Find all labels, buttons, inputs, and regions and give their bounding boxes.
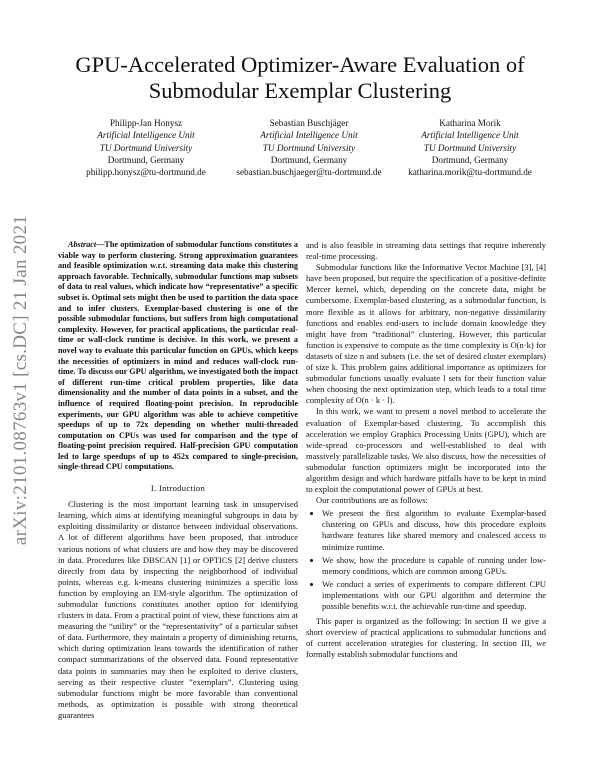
- paragraph-submodular: Submodular functions like the Informative Vector Machine [3], [4] have been proposed, but require the specification of a positive-definite Mercer kernel, which, depending on the concrete data, might be cumbersome. Exemplar-based clustering, as a submodular function, is more flexible as it allows for arbitrary, non-negative dissimilarity functions and enables end-users to include domain knowledge they might have from ”traditional” clustering. However, this particular function is expensive to compute as the time complexity is O(n·k) for datasets of size n and subsets (i.e. the set of desired cluster exemplars) of size k. This problem gains additional importance as optimizers for submodular functions usually evaluate l sets for their function value when choosing the next optimization step, which leads to a total time complexity of O(n · k · l).: [306, 262, 546, 406]
- title-line-1: GPU-Accelerated Optimizer-Aware Evaluation of: [75, 52, 525, 77]
- author-name: Katharina Morik: [439, 118, 501, 128]
- author-email: sebastian.buschjaeger@tu-dortmund.de: [236, 167, 382, 178]
- author-university: TU Dortmund University: [262, 142, 356, 153]
- author-location: Dortmund, Germany: [107, 154, 185, 165]
- abstract-label: Abstract: [68, 240, 97, 249]
- contributions-intro: Our contributions are as follows:: [316, 495, 428, 506]
- author-university: TU Dortmund University: [99, 142, 193, 153]
- abstract: [58, 240, 298, 473]
- contribution-item: • We present the first algorithm to evaluate Exemplar-based clustering on GPUs and discuss, how this procedure exploits hardware features like shared memory and coalesced access to minimize runtime.: [322, 508, 546, 552]
- paragraph-organization: This paper is organized as the following: In section II we give a short overview of practical applications to submodular functions and of current acceleration strategies for clustering. In section III, we formally establish submodular functions and: [306, 616, 546, 660]
- author-email: philipp.honysz@tu-dortmund.de: [86, 167, 206, 178]
- author-university: TU Dortmund University: [423, 142, 517, 153]
- contribution-item: • We conduct a series of experiments to compare different CPU implementations with our GPU algorithm and determine the possible benefits w.r.t. the achievable run-time and speedup.: [322, 579, 546, 612]
- author-block-3: [380, 117, 560, 178]
- author-location: Dortmund, Germany: [270, 154, 348, 165]
- author-name: Sebastian Buschjäger: [269, 118, 349, 128]
- paragraph-continuation: and is also feasible in streaming data settings that require inherently real-time processing.: [306, 240, 546, 262]
- author-affiliation: Artificial Intelligence Unit: [97, 130, 195, 141]
- author-affiliation: Artificial Intelligence Unit: [260, 130, 358, 141]
- left-column: [58, 240, 298, 721]
- contributions-list: [306, 508, 546, 612]
- author-affiliation: Artificial Intelligence Unit: [421, 130, 519, 141]
- arxiv-identifier: arXiv:2101.08763v1 [cs.DC] 21 Jan 2021: [10, 214, 31, 546]
- paragraph-this-work: In this work, we want to present a novel method to accelerate the evaluation of Exemplar-based clustering. To accomplish this acceleration we employ Graphics Processing Units (GPU), which are wide-spread co-processors and well-established to deal with massively parallelizable tasks. We also discuss, how the necessities of submodular function optimizers might be incorporated into the algorithm design and which hardware pitfalls have to be kept in mind to exploit the computational power of GPUs at best.: [306, 406, 546, 495]
- contribution-item: • We show, how the procedure is capable of running under low-memory conditions, which are common among GPUs.: [322, 555, 546, 577]
- author-block-2: [219, 117, 399, 178]
- arxiv-stamp: [3, 200, 39, 560]
- intro-paragraph: Clustering is the most important learning task in unsupervised learning, which aims at identifying meaningful subgroups in data by exploiting dissimilarity or distance between individual observations. A lot of different algorithms have been proposed, that introduce various notions of what clusters are and how they may be discovered in data. Procedures like DBSCAN [1] or OPTICS [2] derive clusters directly from data by inspecting the neighborhood of individual points, whereas e.g. k-means clustering minimizes a specific loss function by employing an EM-style algorithm. The optimization of submodular functions constitutes another option for identifying clusters in data. From a practical point of view, these functions aim at measuring the “utility” or the “representativity” of a particular subset of data. Furthermore, they maintain a property of diminishing returns, which during optimization leans towards the identification of rather compact summarizations of the observed data. Found representative data points in summaries may then be exploited to derive clusters, serving as their respective cluster ”exemplars”. Clustering using submodular functions might be more favorable than conventional methods, as optimization is possible with strong theoretical guarantees: [58, 499, 298, 720]
- author-email: katharina.morik@tu-dortmund.de: [408, 167, 532, 178]
- abstract-text: —The optimization of submodular functions constitutes a viable way to perform clustering. Strong approximation guarantees and feasible optimization w.r.t. streaming data make this clustering approach favorable. Technically, submodular functions map subsets of data to real values, which indicate how “representative” a specific subset is. Optimal sets might then be used to partition the data space and to infer clusters. Exemplar-based clustering is one of the possible submodular functions, but suffers from high computational complexity. However, for practical applications, the particular real-time or wall-clock runtime is decisive. In this work, we present a novel way to evaluate this particular function on GPUs, which keeps the necessities of optimizers in mind and reduces wall-clock run-time. To discuss our GPU algorithm, we investigated both the impact of different run-time critical problem properties, like data dimensionality and the number of data points in a subset, and the influence of required floating-point precision. In reproducible experiments, our GPU algorithm was able to achieve competitive speedups of up to 72x depending on whether multi-threaded computation on CPUs was used for comparison and the type of floating-point precision required. Half-precision GPU computation led to large speedups of up to 452x compared to single-precision, single-thread CPU computations.: [58, 240, 298, 472]
- paper-title: [40, 52, 560, 104]
- author-location: Dortmund, Germany: [431, 154, 509, 165]
- author-name: Philipp-Jan Honysz: [109, 118, 183, 128]
- author-block-1: [56, 117, 236, 178]
- section-heading-introduction: I. Introduction: [150, 483, 206, 494]
- right-column: [306, 240, 546, 660]
- title-line-2: Submodular Exemplar Clustering: [148, 78, 452, 103]
